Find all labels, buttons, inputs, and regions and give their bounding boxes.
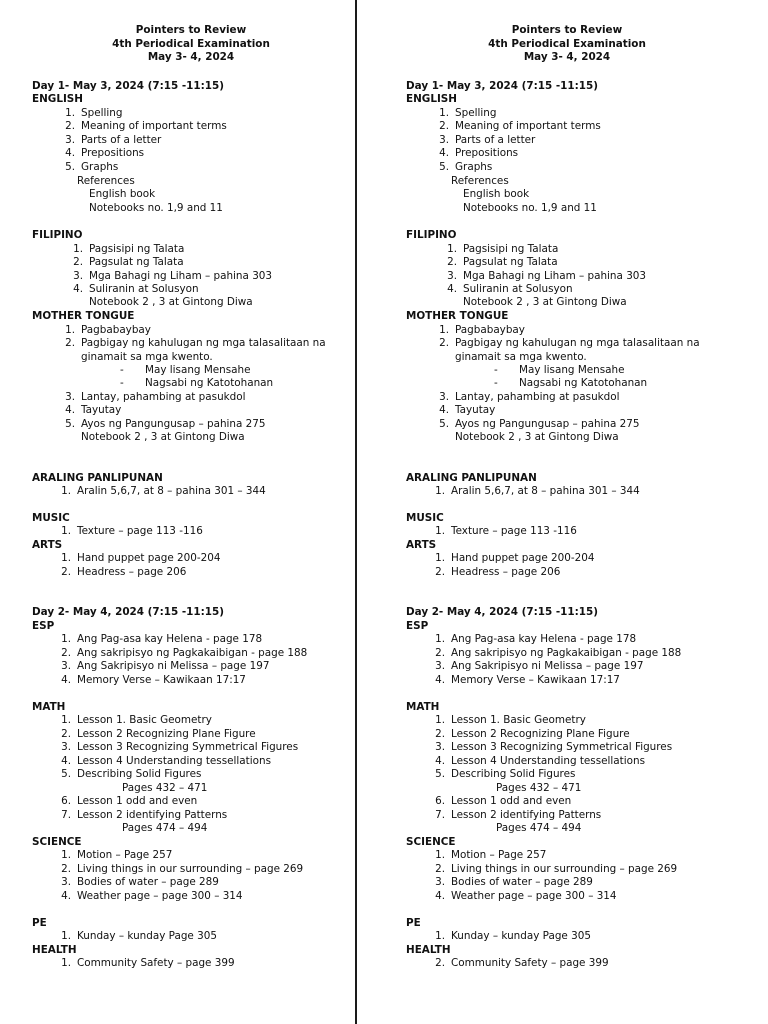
item-number: 3. — [61, 741, 71, 753]
header-exam: 4th Periodical Examination — [112, 38, 270, 50]
health-item: Community Safety – page 399 — [77, 957, 235, 969]
filipino-label: FILIPINO — [32, 229, 83, 241]
item-number: 1. — [61, 714, 71, 726]
day1-label: Day 1- May 3, 2024 (7:15 -11:15) — [32, 80, 224, 92]
mother-tongue-item: Pagbigay ng kahulugan ng mga talasalitaan na — [455, 337, 700, 349]
item-number: 4. — [61, 755, 71, 767]
music-item: Texture – page 113 -116 — [77, 525, 203, 537]
filipino-item: Pagsulat ng Talata — [463, 256, 558, 268]
item-number: 2. — [435, 728, 445, 740]
filipino-note: Notebook 2 , 3 at Gintong Diwa — [463, 296, 627, 308]
filipino-item: Pagsisipi ng Talata — [89, 243, 185, 255]
item-number: 5. — [65, 418, 75, 430]
item-number: 1. — [61, 485, 71, 497]
item-number: 3. — [439, 134, 449, 146]
item-number: 1. — [439, 324, 449, 336]
item-number: 3. — [439, 391, 449, 403]
header-dates: May 3- 4, 2024 — [147, 51, 235, 63]
header-exam: 4th Periodical Examination — [488, 38, 646, 50]
filipino-item: Mga Bahagi ng Liham – pahina 303 — [463, 270, 647, 282]
item-number: 3. — [73, 270, 83, 282]
header-title: Pointers to Review — [511, 24, 623, 36]
math-item: Lesson 3 Recognizing Symmetrical Figures — [451, 741, 673, 753]
item-number: 2. — [439, 337, 449, 349]
column-divider — [355, 0, 357, 1024]
day2-label: Day 2- May 4, 2024 (7:15 -11:15) — [32, 606, 224, 618]
esp-item: Memory Verse – Kawikaan 17:17 — [77, 674, 246, 686]
math-pages: Pages 432 – 471 — [122, 782, 208, 794]
item-number: 5. — [61, 768, 71, 780]
filipino-label: FILIPINO — [406, 229, 457, 241]
item-number: 1. — [435, 633, 445, 645]
item-number: 4. — [61, 890, 71, 902]
araling-label: ARALING PANLIPUNAN — [32, 472, 163, 484]
mother-tongue-label: MOTHER TONGUE — [32, 310, 135, 322]
item-number: 1. — [61, 849, 71, 861]
item-number: 7. — [61, 809, 71, 821]
esp-item: Memory Verse – Kawikaan 17:17 — [451, 674, 620, 686]
mother-tongue-item-cont: ginamait sa mga kwento. — [455, 351, 587, 363]
mother-tongue-item: Pagbigay ng kahulugan ng mga talasalitaan na — [81, 337, 326, 349]
araling-label: ARALING PANLIPUNAN — [406, 472, 537, 484]
health-item: Community Safety – page 399 — [451, 957, 609, 969]
header-dates: May 3- 4, 2024 — [523, 51, 611, 63]
mother-tongue-item-cont: ginamait sa mga kwento. — [81, 351, 213, 363]
math-item: Lesson 3 Recognizing Symmetrical Figures — [77, 741, 299, 753]
mother-tongue-note: Notebook 2 , 3 at Gintong Diwa — [81, 431, 245, 443]
item-number: 2. — [435, 566, 445, 578]
item-number: 2. — [435, 863, 445, 875]
item-number: 3. — [447, 270, 457, 282]
araling-item: Aralin 5,6,7, at 8 – pahina 301 – 344 — [451, 485, 640, 497]
left-column — [0, 0, 354, 1024]
pe-label: PE — [406, 917, 421, 929]
pe-item: Kunday – kunday Page 305 — [77, 930, 217, 942]
math-item: Lesson 1 odd and even — [77, 795, 198, 807]
mother-tongue-item: Lantay, pahambing at pasukdol — [455, 391, 620, 403]
music-item: Texture – page 113 -116 — [451, 525, 577, 537]
music-label: MUSIC — [32, 512, 70, 524]
item-number: 1. — [61, 633, 71, 645]
item-number: 1. — [61, 525, 71, 537]
science-label: SCIENCE — [32, 836, 82, 848]
science-item: Weather page – page 300 – 314 — [77, 890, 243, 902]
math-item: Describing Solid Figures — [451, 768, 576, 780]
science-item: Living things in our surrounding – page 269 — [451, 863, 678, 875]
item-number: 3. — [435, 660, 445, 672]
esp-label: ESP — [32, 620, 55, 632]
item-number: 1. — [435, 525, 445, 537]
esp-item: Ang sakripisyo ng Pagkakaibigan - page 188 — [77, 647, 308, 659]
mother-tongue-item: Ayos ng Pangungusap – pahina 275 — [455, 418, 640, 430]
day1-label: Day 1- May 3, 2024 (7:15 -11:15) — [406, 80, 598, 92]
math-pages: Pages 474 – 494 — [122, 822, 208, 834]
arts-item: Hand puppet page 200-204 — [77, 552, 221, 564]
math-item: Lesson 2 Recognizing Plane Figure — [451, 728, 630, 740]
filipino-item: Pagsulat ng Talata — [89, 256, 184, 268]
math-item: Lesson 4 Understanding tessellations — [77, 755, 271, 767]
science-item: Bodies of water – page 289 — [77, 876, 219, 888]
esp-item: Ang Pag-asa kay Helena - page 178 — [451, 633, 637, 645]
english-label: ENGLISH — [406, 93, 457, 105]
english-item: Spelling — [455, 107, 497, 119]
item-number: 6. — [61, 795, 71, 807]
math-item: Lesson 2 Recognizing Plane Figure — [77, 728, 256, 740]
item-number: 1. — [61, 957, 71, 969]
item-number: 6. — [435, 795, 445, 807]
references-label: References — [451, 175, 509, 187]
right-column — [358, 0, 768, 1024]
item-number: 1. — [61, 930, 71, 942]
item-number: 4. — [435, 755, 445, 767]
bullet-dash: - — [120, 364, 124, 376]
music-label: MUSIC — [406, 512, 444, 524]
esp-item: Ang sakripisyo ng Pagkakaibigan - page 188 — [451, 647, 682, 659]
item-number: 4. — [65, 404, 75, 416]
english-item: Graphs — [455, 161, 493, 173]
pe-item: Kunday – kunday Page 305 — [451, 930, 591, 942]
item-number: 5. — [439, 418, 449, 430]
english-label: ENGLISH — [32, 93, 83, 105]
arts-label: ARTS — [32, 539, 63, 551]
arts-item: Headress – page 206 — [451, 566, 561, 578]
filipino-item: Mga Bahagi ng Liham – pahina 303 — [89, 270, 273, 282]
item-number: 3. — [61, 876, 71, 888]
item-number: 1. — [73, 243, 83, 255]
math-item: Lesson 1. Basic Geometry — [77, 714, 212, 726]
math-pages: Pages 474 – 494 — [496, 822, 582, 834]
math-item: Lesson 4 Understanding tessellations — [451, 755, 645, 767]
bullet-dash: - — [494, 364, 498, 376]
english-item: Graphs — [81, 161, 119, 173]
math-label: MATH — [406, 701, 440, 713]
science-item: Motion – Page 257 — [77, 849, 173, 861]
english-item: Parts of a letter — [455, 134, 536, 146]
day2-label: Day 2- May 4, 2024 (7:15 -11:15) — [406, 606, 598, 618]
bullet-dash: - — [120, 377, 124, 389]
item-number: 3. — [61, 660, 71, 672]
item-number: 1. — [65, 107, 75, 119]
math-item: Lesson 1 odd and even — [451, 795, 572, 807]
item-number: 3. — [435, 741, 445, 753]
item-number: 4. — [435, 890, 445, 902]
item-number: 4. — [65, 147, 75, 159]
math-label: MATH — [32, 701, 66, 713]
mother-tongue-item: Lantay, pahambing at pasukdol — [81, 391, 246, 403]
header-title: Pointers to Review — [135, 24, 247, 36]
reference-item: Notebooks no. 1,9 and 11 — [89, 202, 223, 214]
reference-item: English book — [463, 188, 530, 200]
item-number: 2. — [73, 256, 83, 268]
item-number: 5. — [439, 161, 449, 173]
item-number: 4. — [435, 674, 445, 686]
english-item: Meaning of important terms — [81, 120, 227, 132]
item-number: 2. — [435, 647, 445, 659]
math-item: Lesson 1. Basic Geometry — [451, 714, 586, 726]
math-item: Describing Solid Figures — [77, 768, 202, 780]
mother-tongue-subitem: Nagsabi ng Katotohanan — [519, 377, 648, 389]
science-item: Weather page – page 300 – 314 — [451, 890, 617, 902]
english-item: Parts of a letter — [81, 134, 162, 146]
english-item: Prepositions — [81, 147, 145, 159]
mother-tongue-item: Ayos ng Pangungusap – pahina 275 — [81, 418, 266, 430]
filipino-item: Pagsisipi ng Talata — [463, 243, 559, 255]
item-number: 2. — [61, 566, 71, 578]
item-number: 7. — [435, 809, 445, 821]
english-item: Meaning of important terms — [455, 120, 601, 132]
araling-item: Aralin 5,6,7, at 8 – pahina 301 – 344 — [77, 485, 266, 497]
item-number: 2. — [439, 120, 449, 132]
math-item: Lesson 2 identifying Patterns — [451, 809, 602, 821]
item-number: 5. — [65, 161, 75, 173]
item-number: 4. — [73, 283, 83, 295]
item-number: 2. — [447, 256, 457, 268]
pe-label: PE — [32, 917, 47, 929]
item-number: 4. — [439, 147, 449, 159]
item-number: 1. — [439, 107, 449, 119]
item-number: 1. — [447, 243, 457, 255]
health-label: HEALTH — [406, 944, 451, 956]
mother-tongue-subitem: May lisang Mensahe — [145, 364, 251, 376]
mother-tongue-item: Pagbabaybay — [455, 324, 525, 336]
item-number: 1. — [435, 714, 445, 726]
mother-tongue-note: Notebook 2 , 3 at Gintong Diwa — [455, 431, 619, 443]
health-label: HEALTH — [32, 944, 77, 956]
esp-item: Ang Sakripisyo ni Melissa – page 197 — [77, 660, 270, 672]
item-number: 2. — [435, 957, 445, 969]
item-number: 1. — [435, 552, 445, 564]
item-number: 2. — [65, 337, 75, 349]
item-number: 5. — [435, 768, 445, 780]
item-number: 2. — [61, 863, 71, 875]
item-number: 2. — [61, 728, 71, 740]
filipino-note: Notebook 2 , 3 at Gintong Diwa — [89, 296, 253, 308]
item-number: 1. — [65, 324, 75, 336]
mother-tongue-subitem: May lisang Mensahe — [519, 364, 625, 376]
item-number: 1. — [435, 849, 445, 861]
item-number: 3. — [65, 391, 75, 403]
english-item: Prepositions — [455, 147, 519, 159]
item-number: 4. — [61, 674, 71, 686]
mother-tongue-label: MOTHER TONGUE — [406, 310, 509, 322]
math-item: Lesson 2 identifying Patterns — [77, 809, 228, 821]
science-item: Motion – Page 257 — [451, 849, 547, 861]
mother-tongue-subitem: Nagsabi ng Katotohanan — [145, 377, 274, 389]
arts-item: Hand puppet page 200-204 — [451, 552, 595, 564]
math-pages: Pages 432 – 471 — [496, 782, 582, 794]
science-item: Living things in our surrounding – page 269 — [77, 863, 304, 875]
esp-label: ESP — [406, 620, 429, 632]
arts-item: Headress – page 206 — [77, 566, 187, 578]
science-label: SCIENCE — [406, 836, 456, 848]
filipino-item: Suliranin at Solusyon — [89, 283, 199, 295]
item-number: 1. — [61, 552, 71, 564]
item-number: 4. — [439, 404, 449, 416]
item-number: 1. — [435, 485, 445, 497]
item-number: 1. — [435, 930, 445, 942]
item-number: 4. — [447, 283, 457, 295]
mother-tongue-item: Tayutay — [81, 404, 122, 416]
mother-tongue-item: Pagbabaybay — [81, 324, 151, 336]
esp-item: Ang Pag-asa kay Helena - page 178 — [77, 633, 263, 645]
references-label: References — [77, 175, 135, 187]
item-number: 2. — [65, 120, 75, 132]
reference-item: Notebooks no. 1,9 and 11 — [463, 202, 597, 214]
science-item: Bodies of water – page 289 — [451, 876, 593, 888]
item-number: 3. — [65, 134, 75, 146]
item-number: 2. — [61, 647, 71, 659]
item-number: 3. — [435, 876, 445, 888]
reference-item: English book — [89, 188, 156, 200]
esp-item: Ang Sakripisyo ni Melissa – page 197 — [451, 660, 644, 672]
bullet-dash: - — [494, 377, 498, 389]
arts-label: ARTS — [406, 539, 437, 551]
filipino-item: Suliranin at Solusyon — [463, 283, 573, 295]
mother-tongue-item: Tayutay — [455, 404, 496, 416]
english-item: Spelling — [81, 107, 123, 119]
